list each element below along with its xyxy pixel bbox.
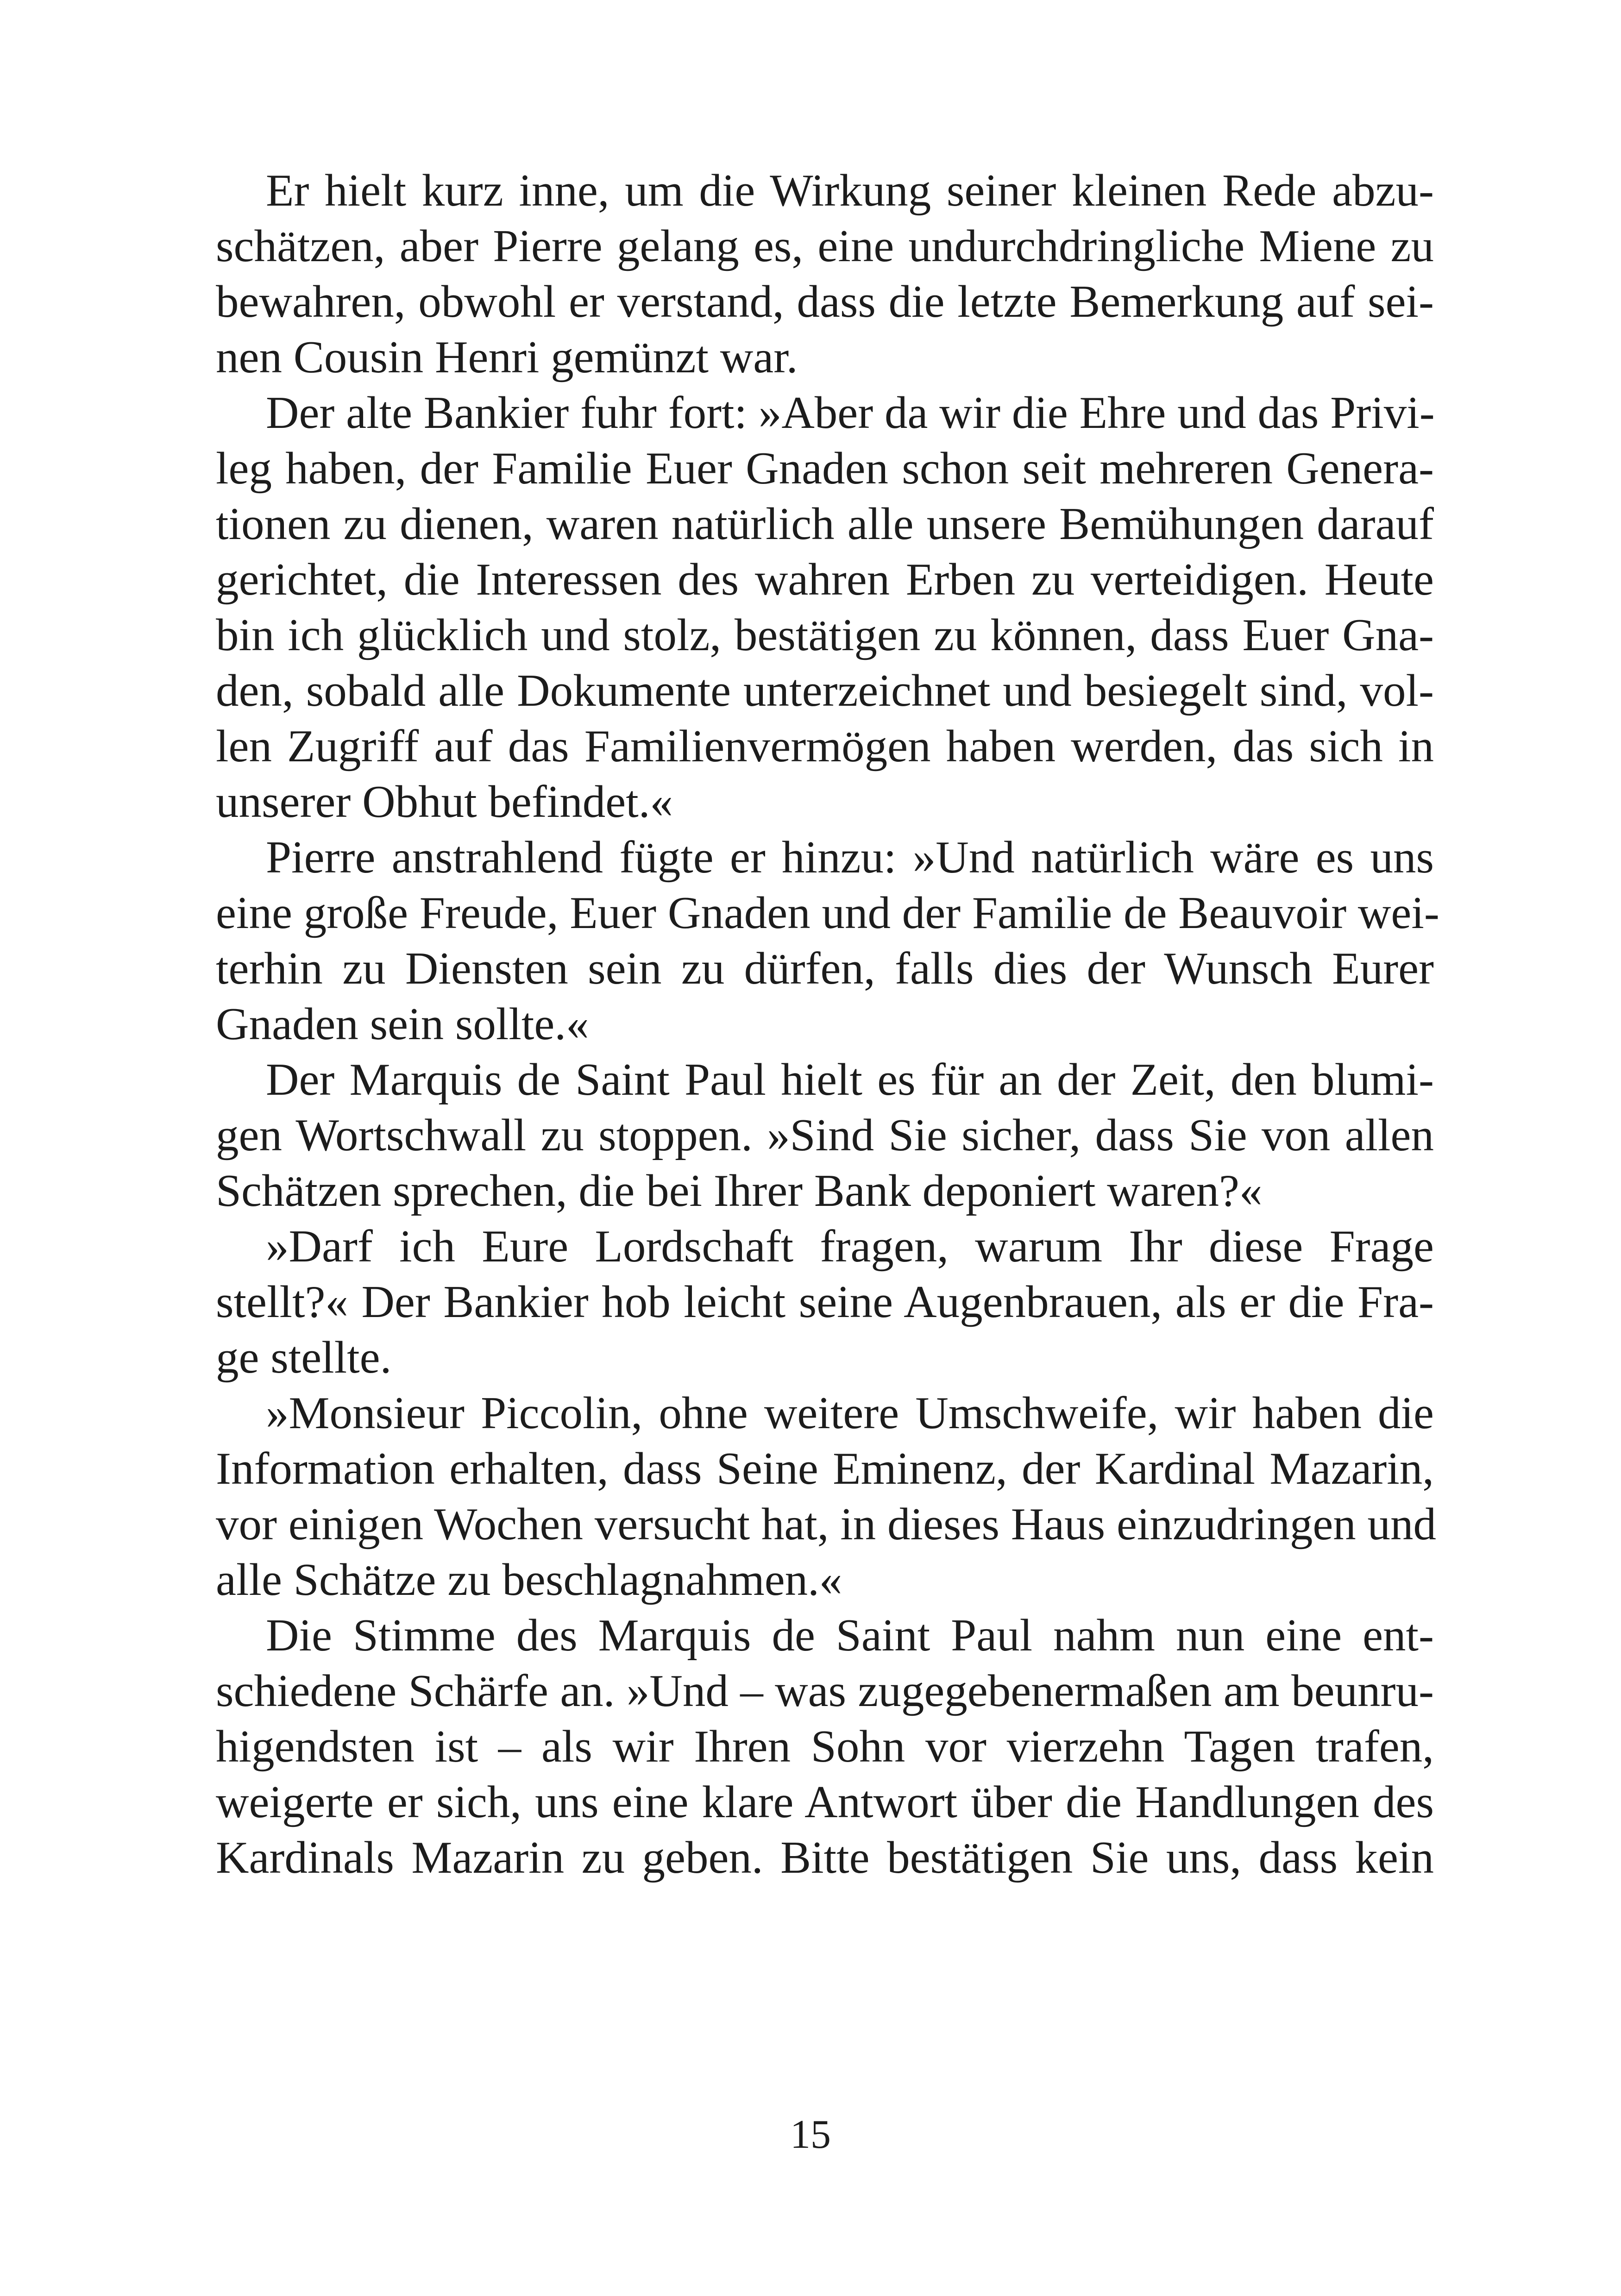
text-line: Schätzen sprechen, die bei Ihrer Bank deponiert waren?« [216, 1166, 1263, 1216]
text-line: alle Schätze zu beschlagnahmen.« [216, 1555, 842, 1605]
text-line: unserer Obhut befindet.« [216, 777, 673, 827]
text-line: terhin zu Diensten sein zu dürfen, falls dies der Wunsch Eurer [216, 943, 1434, 994]
paragraph [216, 1219, 1434, 1386]
page-number: 15 [790, 2112, 831, 2157]
paragraph [216, 1052, 1434, 1219]
text-line: Information erhalten, dass Seine Eminenz, der Kardinal Mazarin, [216, 1443, 1434, 1494]
text-line: Pierre anstrahlend fügte er hinzu: »Und natürlich wäre es uns [266, 832, 1434, 883]
text-line: gen Wortschwall zu stoppen. »Sind Sie sicher, dass Sie von allen [216, 1110, 1434, 1161]
text-line: vor einigen Wochen versucht hat, in dieses Haus einzudringen und [216, 1499, 1437, 1549]
text-line: Er hielt kurz inne, um die Wirkung seiner kleinen Rede abzu- [266, 165, 1434, 216]
paragraph [216, 385, 1434, 830]
text-line: weigerte er sich, uns eine klare Antwort über die Handlungen des [216, 1777, 1434, 1827]
text-line: Der alte Bankier fuhr fort: »Aber da wir die Ehre und das Privi- [266, 388, 1435, 438]
text-line: bin ich glücklich und stolz, bestätigen zu können, dass Euer Gna- [216, 610, 1434, 660]
text-line: den, sobald alle Dokumente unterzeichnet und besiegelt sind, vol- [216, 665, 1434, 716]
text-line: schiedene Schärfe an. »Und – was zugegebenermaßen am beunru- [216, 1666, 1434, 1716]
text-line: stellt?« Der Bankier hob leicht seine Augenbrauen, als er die Fra- [216, 1277, 1434, 1327]
text-line: tionen zu dienen, waren natürlich alle unsere Bemühungen darauf [216, 499, 1434, 549]
text-line: nen Cousin Henri gemünzt war. [216, 332, 798, 383]
text-line: Der Marquis de Saint Paul hielt es für an der Zeit, den blumi- [266, 1054, 1434, 1105]
paragraph [216, 1608, 1434, 1886]
text-line: schätzen, aber Pierre gelang es, eine undurchdringliche Miene zu [216, 221, 1434, 271]
text-line: »Monsieur Piccolin, ohne weitere Umschweife, wir haben die [266, 1388, 1434, 1438]
text-line: Gnaden sein sollte.« [216, 999, 589, 1049]
text-line: Kardinals Mazarin zu geben. Bitte bestätigen Sie uns, dass kein [216, 1832, 1434, 1883]
text-line: Die Stimme des Marquis de Saint Paul nahm nun eine ent- [266, 1610, 1434, 1661]
text-line: gerichtet, die Interessen des wahren Erben zu verteidigen. Heute [216, 554, 1434, 605]
body-text [216, 163, 1439, 1886]
text-line: leg haben, der Familie Euer Gnaden schon seit mehreren Genera- [216, 443, 1434, 494]
text-line: ge stellte. [216, 1332, 392, 1383]
paragraph [216, 1386, 1437, 1608]
paragraph [216, 163, 1434, 385]
text-line: len Zugriff auf das Familienvermögen haben werden, das sich in [216, 721, 1434, 772]
text-line: »Darf ich Eure Lordschaft fragen, warum Ihr diese Frage [266, 1221, 1434, 1272]
text-line: bewahren, obwohl er verstand, dass die letzte Bemerkung auf sei- [216, 276, 1434, 327]
paragraph [216, 830, 1439, 1052]
text-line: higendsten ist – als wir Ihren Sohn vor vierzehn Tagen trafen, [216, 1721, 1434, 1772]
text-line: eine große Freude, Euer Gnaden und der Familie de Beauvoir wei- [216, 888, 1439, 938]
